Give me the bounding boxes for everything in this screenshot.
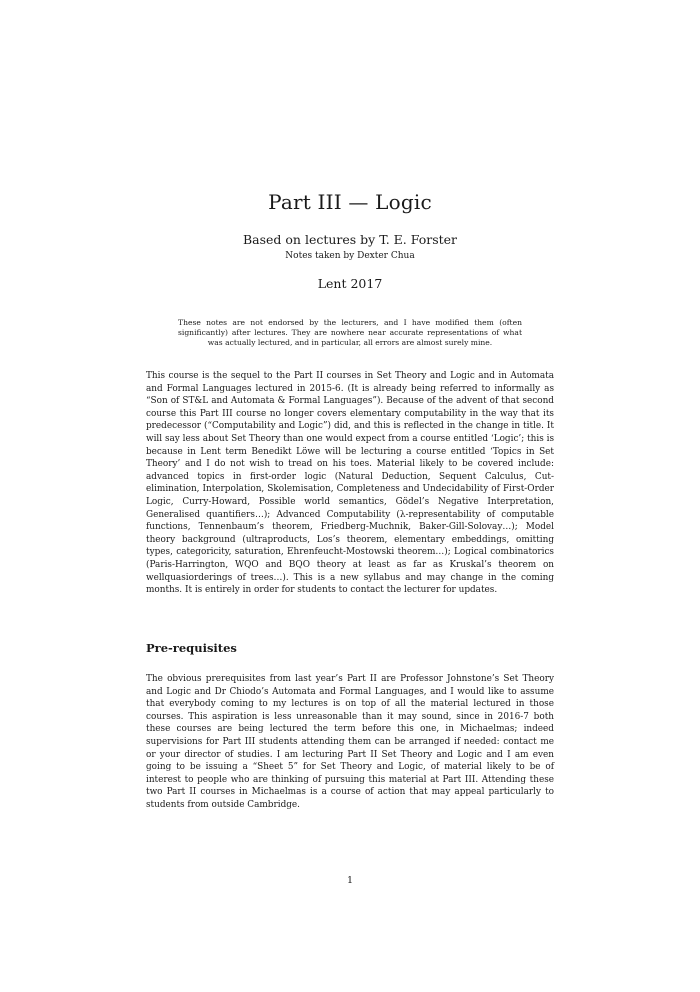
- disclaimer-text: These notes are not endorsed by the lecturers, and I have modified them (often significantly) after lectures. They are nowhere near accurate representations of what was actually lectured, and in particular, all errors are almost surely mine.: [178, 318, 522, 348]
- term-line: Lent 2017: [317, 276, 383, 291]
- intro-paragraph: This course is the sequel to the Part II courses in Set Theory and Logic and in Automata and Formal Languages lectured in 2015-6. (It is already being referred to informally as “Son of ST&L and Automata & Formal Languages”). Because of the advent of that second course this Part III course no longer covers elementary computability in the way that its predecessor (“Computability and Logic”) did, and this is reflected in the change in title. It will say less about Set Theory than one would expect from a course entitled ‘Logic’; this is because in Lent term Benedikt Löwe will be lecturing a course entitled ‘Topics in Set Theory’ and I do not wish to tread on his toes. Material likely to be covered include: advanced topics in first-order logic (Natural Deduction, Sequent Calculus, Cut-elimination, Interpolation, Skolemisation, Completeness and Undecidability of First-Order Logic, Curry-Howard, Possible world semantics, Gödel’s Negative Interpretation, Generalised quantifiers…); Advanced Computability (λ-representability of computable functions, Tennenbaum’s theorem, Friedberg-Muchnik, Baker-Gill-Solovay…); Model theory background (ultraproducts, Los’s theorem, elementary embeddings, omitting types, categoricity, saturation, Ehrenfeucht-Mostowski theorem…); Logical combinatorics (Paris-Harrington, WQO and BQO theory at least as far as Kruskal’s theorem on wellquasiorderings of trees…). This is a new syllabus and may change in the coming months. It is entirely in order for students to contact the lecturer for updates.: [146, 371, 554, 596]
- author-line: Based on lectures by T. E. Forster: [242, 232, 458, 247]
- document-title: Part III — Logic: [268, 190, 432, 214]
- prerequisites-paragraph: The obvious prerequisites from last year’s Part II are Professor Johnstone’s Set Theory and Logic and Dr Chiodo’s Automata and Formal Languages, and I would like to assume that everybody coming to my lectures is on top of all the material lectured in those courses. This aspiration is less unreasonable than it may sound, since in 2016-7 both these courses are being lectured the term before this one, in Michaelmas; indeed supervisions for Part III students attending them can be arranged if needed: contact me or your director of studies. I am lecturing Part II Set Theory and Logic and I am even going to be issuing a “Sheet 5” for Set Theory and Logic, of material likely to be of interest to people who are thinking of pursuing this material at Part III. Attending these two Part II courses in Michaelmas is a course of action that may appeal particularly to students from outside Cambridge.: [146, 674, 554, 810]
- section-heading-prerequisites: Pre-requisites: [146, 641, 237, 655]
- page-number: 1: [346, 875, 354, 886]
- notes-taker-line: Notes taken by Dexter Chua: [285, 251, 415, 261]
